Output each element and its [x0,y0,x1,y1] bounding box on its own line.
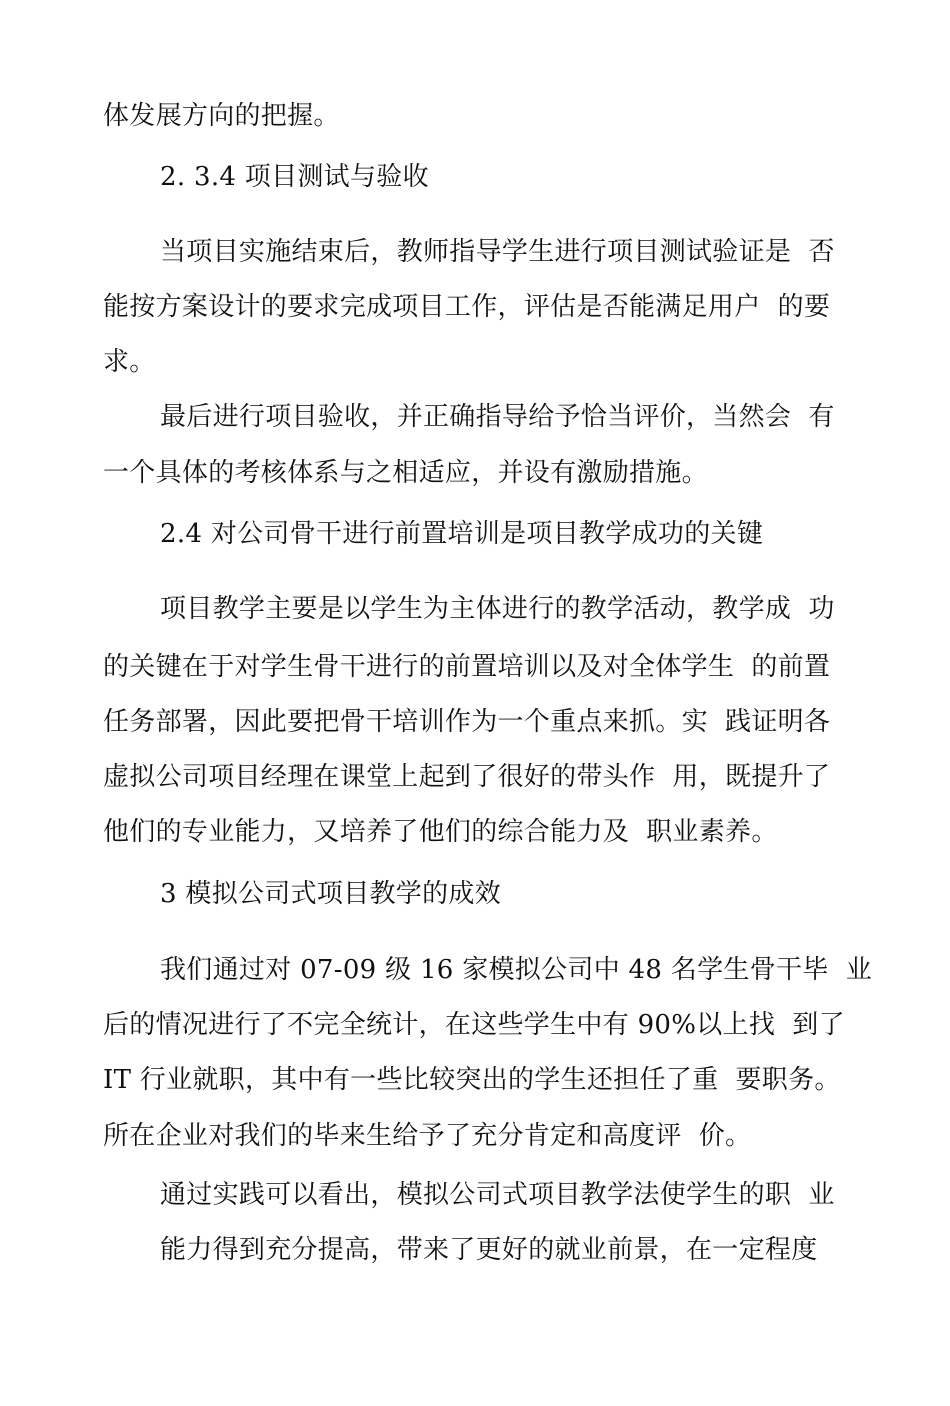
section-heading-2-3-4: 2. 3.4 项目测试与验收 [160,162,429,192]
paragraph-line-10: 的关键在于对学生骨干进行的前置培训以及对全体学生 的前置 [103,652,831,682]
paragraph-line-13: 他们的专业能力，又培养了他们的综合能力及 职业素养。 [103,817,778,847]
paragraph-line-18: 所在企业对我们的毕来生给予了充分肯定和高度评 价。 [103,1121,752,1151]
paragraph-line-9: 项目教学主要是以学生为主体进行的教学活动，教学成 功 [160,594,835,624]
paragraph-line-20: 能力得到充分提高，带来了更好的就业前景，在一定程度 [160,1235,818,1265]
paragraph-line-16: 后的情况进行了不完全统计，在这些学生中有 90%以上找 到了 [103,1010,845,1040]
paragraph-line-1: 体发展方向的把握。 [103,101,340,131]
paragraph-line-6: 最后进行项目验收，并正确指导给予恰当评价，当然会 有 [160,402,835,432]
section-heading-2-4: 2.4 对公司骨干进行前置培训是项目教学成功的关键 [160,519,764,549]
paragraph-line-12: 虚拟公司项目经理在课堂上起到了很好的带头作 用，既提升了 [103,762,831,792]
paragraph-line-3: 当项目实施结束后，教师指导学生进行项目测试验证是 否 [160,237,835,267]
paragraph-line-17: IT 行业就职，其中有一些比较突出的学生还担任了重 要职务。 [103,1065,841,1095]
paragraph-line-5: 求。 [103,347,156,377]
section-heading-3: 3 模拟公司式项目教学的成效 [160,879,502,909]
paragraph-line-15: 我们通过对 07-09 级 16 家模拟公司中 48 名学生骨干毕 业 [160,955,873,985]
paragraph-line-11: 任务部署，因此要把骨干培训作为一个重点来抓。实 践证明各 [103,707,831,737]
paragraph-line-7: 一个具体的考核体系与之相适应，并设有激励措施。 [103,458,708,488]
paragraph-line-19: 通过实践可以看出，模拟公司式项目教学法使学生的职 业 [160,1180,835,1210]
paragraph-line-4: 能按方案设计的要求完成项目工作，评估是否能满足用户 的要 [103,292,831,322]
